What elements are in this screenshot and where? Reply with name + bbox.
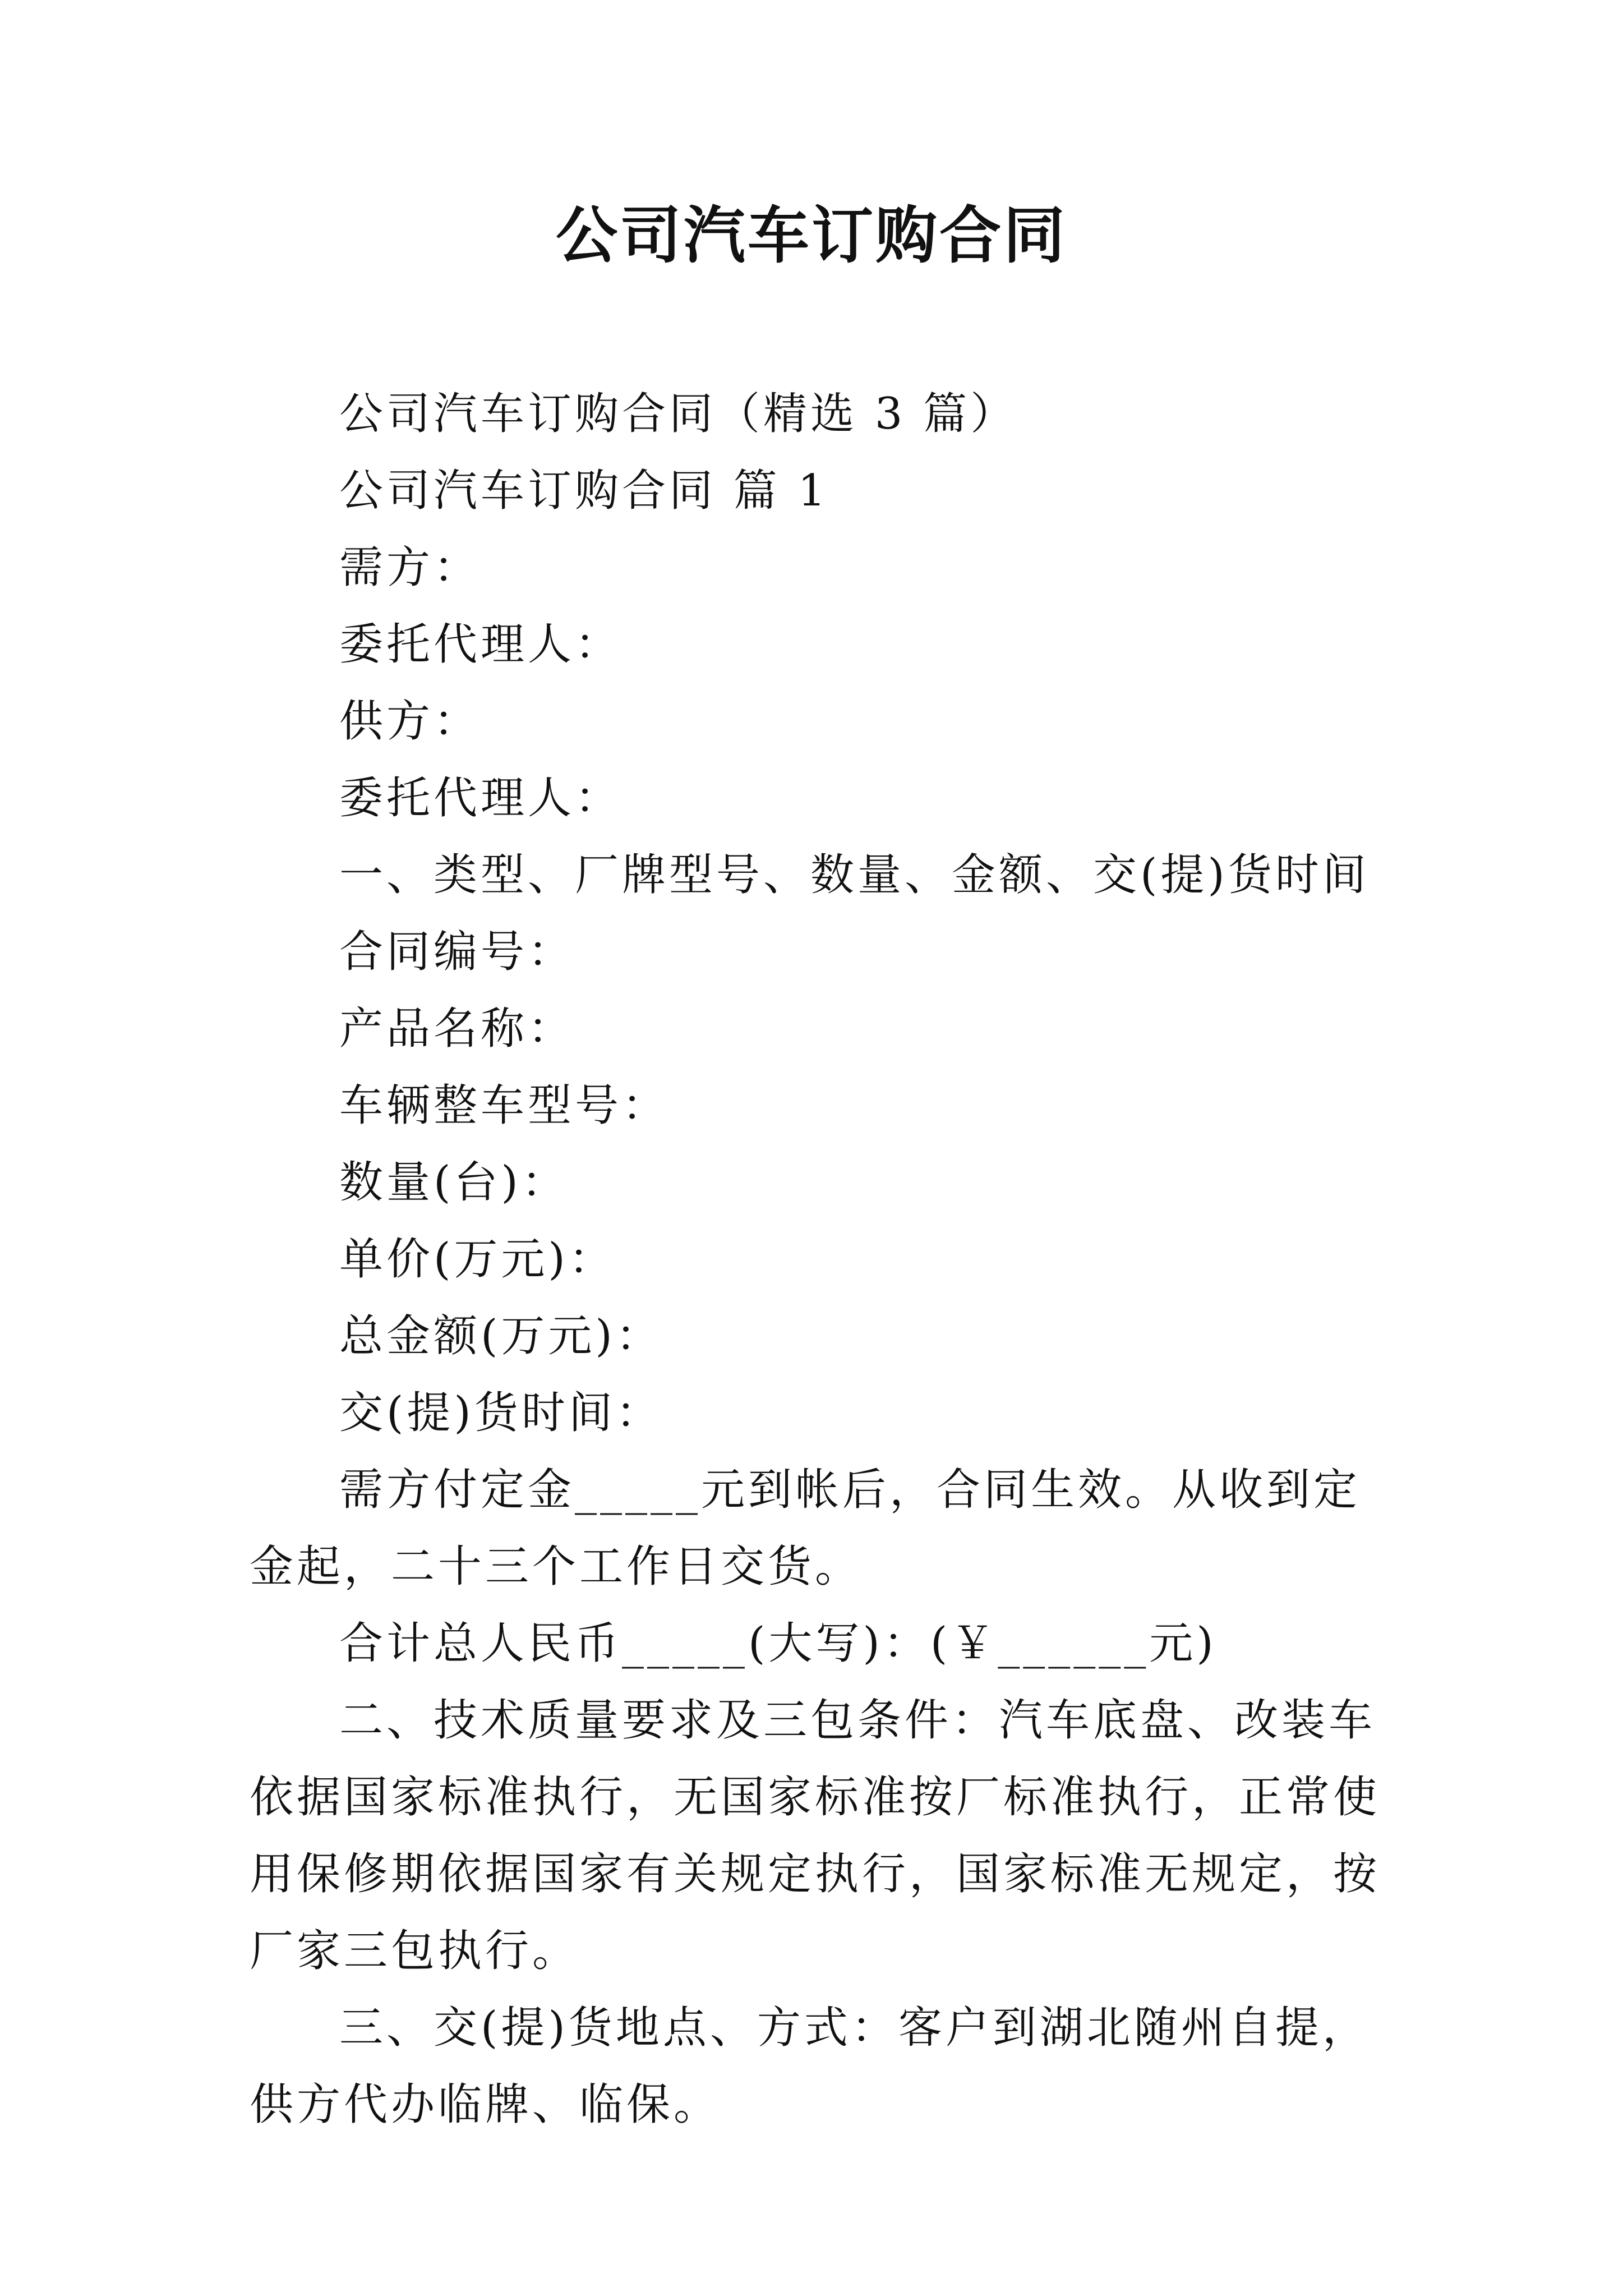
paragraph-section-1: 一、类型、厂牌型号、数量、金额、交(提)货时间 [339,850,1370,900]
paragraph-subtitle: 公司汽车订购合同（精选 3 篇） [339,389,1018,439]
document-title: 公司汽车订购合同 [556,199,1067,272]
paragraph-unit-price: 单价(万元)： [339,1234,616,1285]
paragraph-vehicle-model: 车辆整车型号： [339,1080,670,1131]
paragraph-buyer-agent: 委托代理人： [339,619,623,670]
paragraph-deposit: 需方付定金_____元到帐后，合同生效。从收到定金起，二十三个工作日交货。 [250,1465,1361,1592]
paragraph-section-3: 三、交(提)货地点、方式：客户到湖北随州自提，供方代办临牌、临保。 [250,2003,1370,2130]
document-body [250,376,1399,2143]
paragraph-delivery-time: 交(提)货时间： [339,1388,663,1438]
paragraph-seller: 供方： [339,696,481,747]
paragraph-total-rmb: 合计总人民币_____(大写)：(￥______元) [339,1618,1217,1669]
paragraph-part-heading: 公司汽车订购合同 篇 1 [339,466,829,516]
paragraph-seller-agent: 委托代理人： [339,773,623,823]
paragraph-buyer: 需方： [339,542,481,593]
paragraph-product-name: 产品名称： [339,1004,575,1054]
paragraph-contract-no: 合同编号： [339,927,575,977]
paragraph-section-2: 二、技术质量要求及三包条件：汽车底盘、改装车依据国家标准执行，无国家标准按厂标准执行，正常使用保修期依据国家有关规定执行，国家标准无规定，按厂家三包执行。 [250,1695,1381,1976]
paragraph-quantity: 数量(台)： [339,1157,569,1208]
paragraph-total-amount: 总金额(万元)： [339,1311,663,1361]
